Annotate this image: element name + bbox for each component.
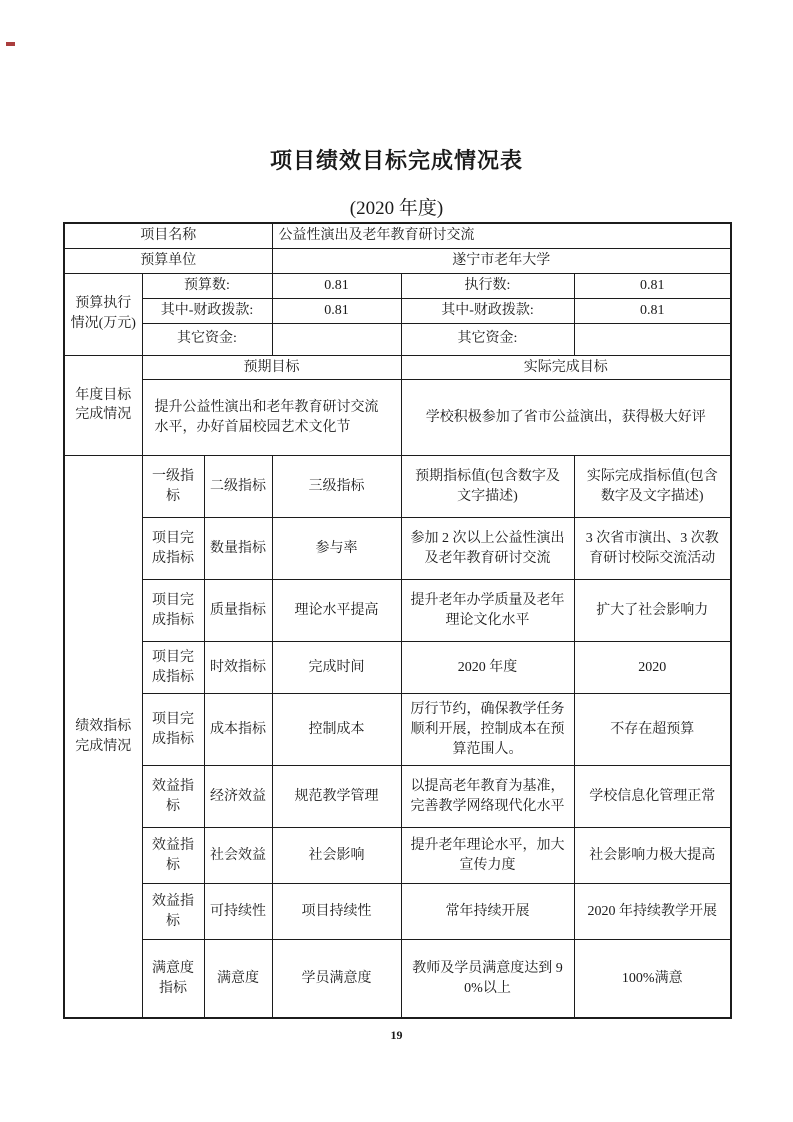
cell-actual: 学校信息化管理正常 xyxy=(574,766,731,828)
header-actual-value: 实际完成指标值(包含数字及文字描述) xyxy=(574,456,731,518)
cell-expected: 常年持续开展 xyxy=(401,884,574,940)
cell-level2: 数量指标 xyxy=(204,518,272,580)
project-name-value: 公益性演出及老年教育研讨交流 xyxy=(272,223,731,248)
page-subtitle: (2020 年度) xyxy=(349,198,444,219)
budget-unit-label: 预算单位 xyxy=(64,248,272,273)
indicator-row xyxy=(64,940,731,1018)
cell-expected: 2020 年度 xyxy=(401,642,574,694)
page-number: 19 xyxy=(390,1028,403,1042)
cell-level1: 效益指标 xyxy=(142,884,204,940)
cell-level3: 项目持续性 xyxy=(272,884,401,940)
budget-row xyxy=(64,323,731,355)
performance-table xyxy=(63,222,732,1019)
cell-level3: 完成时间 xyxy=(272,642,401,694)
cell-level1: 项目完成指标 xyxy=(142,518,204,580)
header-level3: 三级指标 xyxy=(272,456,401,518)
cell-expected: 以提高老年教育为基准，完善教学网络现代化水平 xyxy=(401,766,574,828)
fiscal-grant-label: 其中-财政拨款: xyxy=(142,298,272,323)
indicator-row xyxy=(64,828,731,884)
cell-level2: 经济效益 xyxy=(204,766,272,828)
cell-level1: 效益指标 xyxy=(142,828,204,884)
indicator-row xyxy=(64,694,731,766)
cell-expected: 教师及学员满意度达到 90%以上 xyxy=(401,940,574,1018)
cell-level1: 效益指标 xyxy=(142,766,204,828)
fiscal-grant-value-right: 0.81 xyxy=(574,298,731,323)
other-funds-label-right: 其它资金: xyxy=(401,323,574,355)
cell-actual: 社会影响力极大提高 xyxy=(574,828,731,884)
budget-exec-label: 预算执行情况(万元) xyxy=(64,273,142,355)
cell-actual: 3 次省市演出、3 次教育研讨校际交流活动 xyxy=(574,518,731,580)
other-funds-label: 其它资金: xyxy=(142,323,272,355)
project-name-row xyxy=(64,223,731,248)
indicator-row xyxy=(64,642,731,694)
actual-goal-text: 学校积极参加了省市公益演出，获得极大好评 xyxy=(401,380,731,456)
indicator-row xyxy=(64,580,731,642)
cell-level1: 项目完成指标 xyxy=(142,580,204,642)
header-level1: 一级指标 xyxy=(142,456,204,518)
actual-goal-header: 实际完成目标 xyxy=(401,355,731,380)
other-funds-value-right xyxy=(574,323,731,355)
annual-goal-label: 年度目标完成情况 xyxy=(64,355,142,456)
budget-number-label: 预算数: xyxy=(142,273,272,298)
cell-actual: 扩大了社会影响力 xyxy=(574,580,731,642)
performance-table-wrap xyxy=(63,222,730,1019)
cell-level3: 学员满意度 xyxy=(272,940,401,1018)
goal-content-row xyxy=(64,380,731,456)
cell-level1: 项目完成指标 xyxy=(142,694,204,766)
cell-actual: 2020 xyxy=(574,642,731,694)
cell-expected: 厉行节约，确保教学任务顺利开展，控制成本在预算范围人。 xyxy=(401,694,574,766)
cell-level1: 满意度指标 xyxy=(142,940,204,1018)
budget-number-value: 0.81 xyxy=(272,273,401,298)
cell-actual: 100%满意 xyxy=(574,940,731,1018)
cell-level2: 时效指标 xyxy=(204,642,272,694)
cell-level2: 满意度 xyxy=(204,940,272,1018)
cell-level2: 成本指标 xyxy=(204,694,272,766)
cell-level3: 参与率 xyxy=(272,518,401,580)
cell-level2: 可持续性 xyxy=(204,884,272,940)
budget-unit-value: 遂宁市老年大学 xyxy=(272,248,731,273)
exec-number-label: 执行数: xyxy=(401,273,574,298)
perf-section-label: 绩效指标完成情况 xyxy=(64,456,142,1018)
expected-goal-header: 预期目标 xyxy=(142,355,401,380)
budget-unit-row xyxy=(64,248,731,273)
budget-row xyxy=(64,273,731,298)
fiscal-grant-value: 0.81 xyxy=(272,298,401,323)
header-level2: 二级指标 xyxy=(204,456,272,518)
cell-level3: 控制成本 xyxy=(272,694,401,766)
other-funds-value xyxy=(272,323,401,355)
indicator-row xyxy=(64,518,731,580)
cell-expected: 参加 2 次以上公益性演出及老年教育研讨交流 xyxy=(401,518,574,580)
indicator-header-row xyxy=(64,456,731,518)
expected-goal-text: 提升公益性演出和老年教育研讨交流水平，办好首届校园艺术文化节 xyxy=(142,380,401,456)
cell-level2: 质量指标 xyxy=(204,580,272,642)
red-scan-mark xyxy=(6,42,15,46)
indicator-row xyxy=(64,766,731,828)
cell-expected: 提升老年理论水平，加大宣传力度 xyxy=(401,828,574,884)
indicator-row xyxy=(64,884,731,940)
cell-level2: 社会效益 xyxy=(204,828,272,884)
fiscal-grant-label-right: 其中-财政拨款: xyxy=(401,298,574,323)
cell-expected: 提升老年办学质量及老年理论文化水平 xyxy=(401,580,574,642)
cell-level3: 社会影响 xyxy=(272,828,401,884)
goal-header-row xyxy=(64,355,731,380)
project-name-label: 项目名称 xyxy=(64,223,272,248)
cell-level1: 项目完成指标 xyxy=(142,642,204,694)
cell-actual: 不存在超预算 xyxy=(574,694,731,766)
cell-level3: 规范教学管理 xyxy=(272,766,401,828)
page-title: 项目绩效目标完成情况表 xyxy=(269,148,523,173)
cell-actual: 2020 年持续教学开展 xyxy=(574,884,731,940)
exec-number-value: 0.81 xyxy=(574,273,731,298)
cell-level3: 理论水平提高 xyxy=(272,580,401,642)
header-expected-value: 预期指标值(包含数字及文字描述) xyxy=(401,456,574,518)
budget-row xyxy=(64,298,731,323)
